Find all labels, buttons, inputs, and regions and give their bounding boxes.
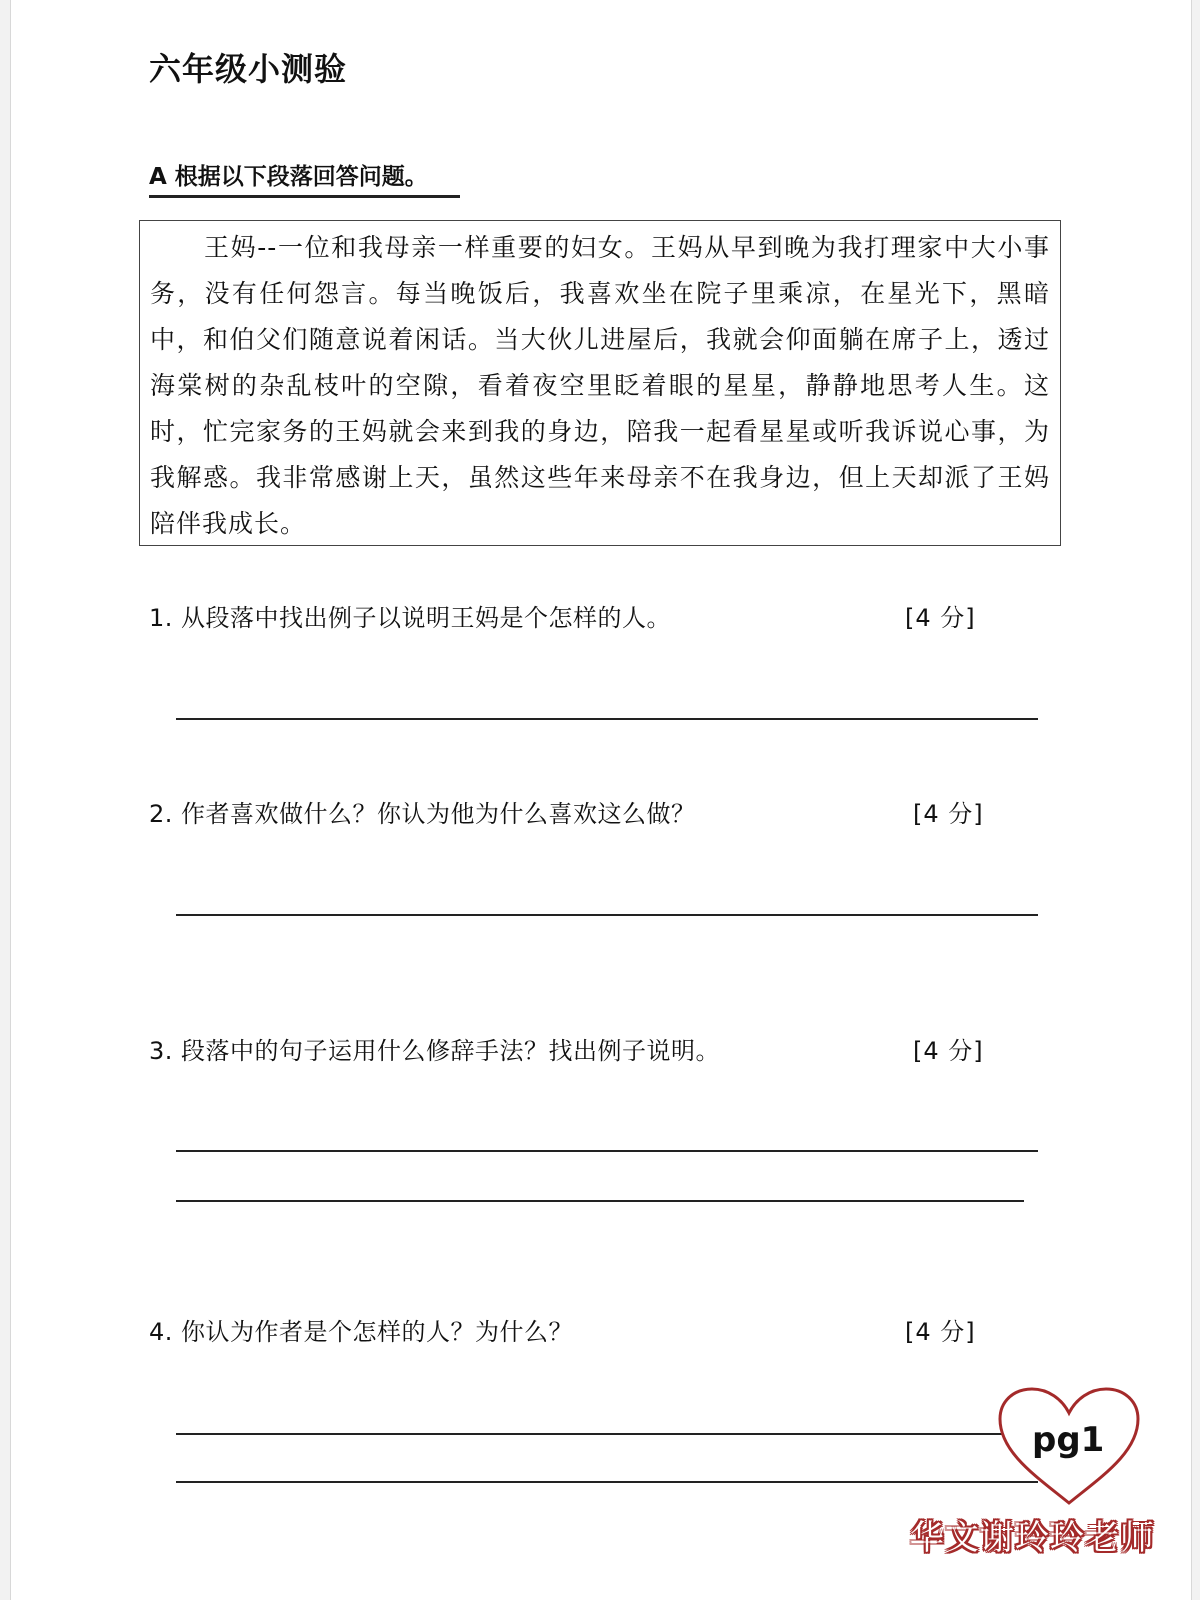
reading-passage: 王妈--一位和我母亲一样重要的妇女。王妈从早到晚为我打理家中大小事务，没有任何怨言。每当晚饭后，我喜欢坐在院子里乘凉，在星光下，黑暗中，和伯父们随意说着闲话。当大伙儿进屋后，我就会仰面躺在席子上，透过海棠树的杂乱枝叶的空隙，看着夜空里眨着眼的星星，静静地思考人生。这时，忙完家务的王妈就会来到我的身边，陪我一起看星星或听我诉说心事，为我解惑。我非常感谢上天，虽然这些年来母亲不在我身边，但上天却派了王妈陪伴我成长。 bbox=[139, 220, 1061, 546]
page-label: pg1 bbox=[1032, 1420, 1105, 1460]
answer-line-4b[interactable] bbox=[176, 1481, 1038, 1483]
answer-line-1[interactable] bbox=[176, 718, 1038, 720]
question-1-score: [4 分] bbox=[905, 604, 976, 632]
question-1: 1. 从段落中找出例子以说明王妈是个怎样的人。 bbox=[149, 604, 672, 632]
question-3-score: [4 分] bbox=[913, 1037, 984, 1065]
question-2-score: [4 分] bbox=[913, 800, 984, 828]
answer-line-4a[interactable] bbox=[176, 1433, 1026, 1435]
answer-line-3a[interactable] bbox=[176, 1150, 1038, 1152]
question-4-score: [4 分] bbox=[905, 1318, 976, 1346]
question-3: 3. 段落中的句子运用什么修辞手法？找出例子说明。 bbox=[149, 1037, 721, 1065]
worksheet-page bbox=[10, 0, 1192, 1600]
question-4: 4. 你认为作者是个怎样的人？为什么？ bbox=[149, 1318, 574, 1346]
answer-line-2[interactable] bbox=[176, 914, 1038, 916]
answer-line-3b[interactable] bbox=[176, 1200, 1024, 1202]
page-title: 六年级小测验 bbox=[149, 50, 348, 88]
watermark: 华文谢玲玲老师 bbox=[910, 1518, 1155, 1558]
question-2: 2. 作者喜欢做什么？你认为他为什么喜欢这么做？ bbox=[149, 800, 696, 828]
section-a-heading: A 根据以下段落回答问题。 bbox=[149, 158, 460, 198]
